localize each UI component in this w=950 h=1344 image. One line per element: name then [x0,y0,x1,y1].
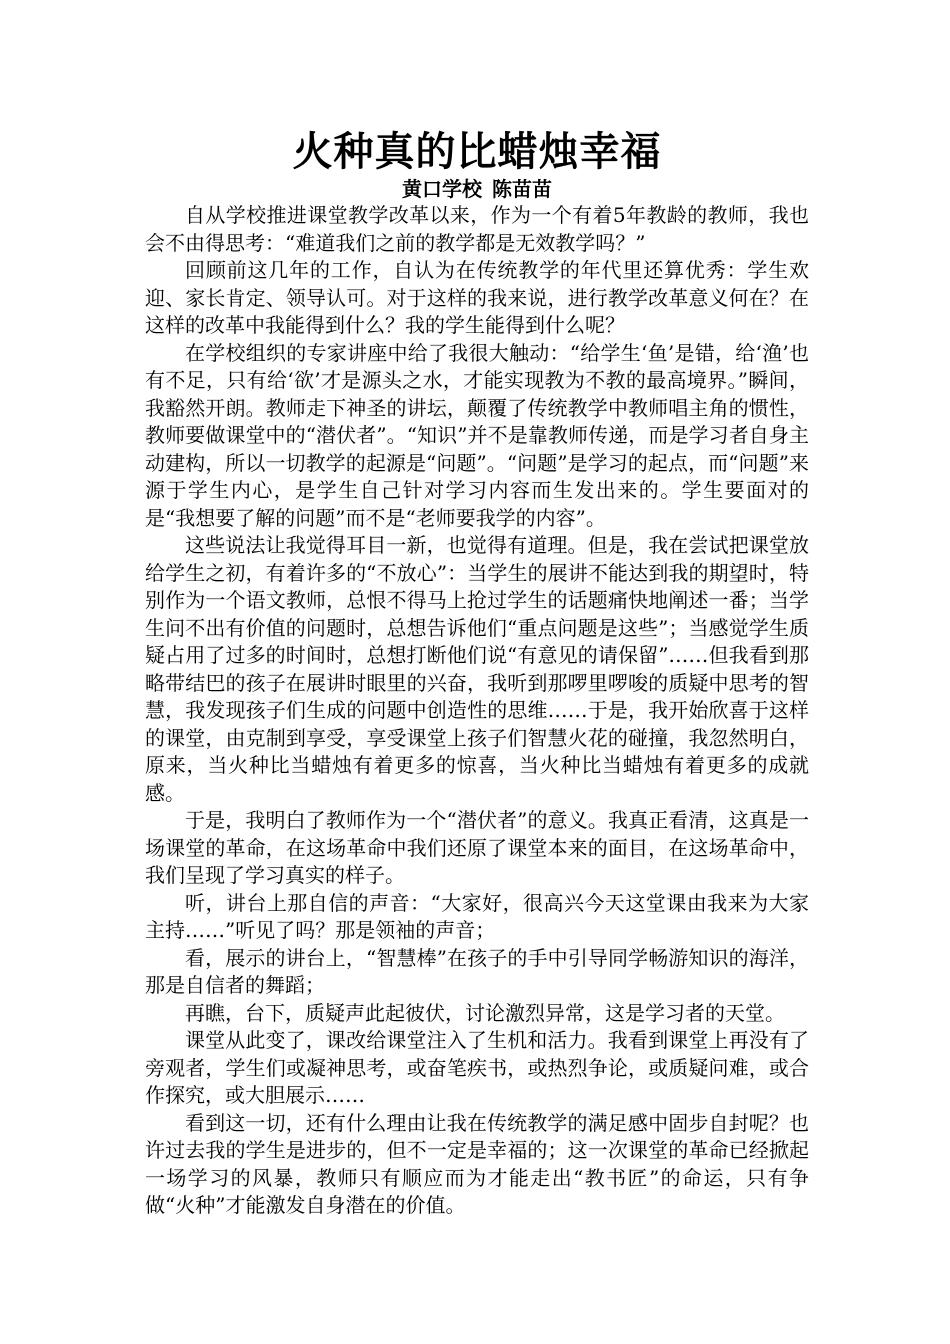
document-page [145,128,809,1220]
byline-author: 陈苗苗 [492,177,552,201]
paragraph: 这些说法让我觉得耳目一新，也觉得有道理。但是，我在尝试把课堂放给学生之初，有着许多的“不放心”：当学生的展讲不能达到我的期望时，特别作为一个语文教师，总恨不得马上抢过学生的话题痛快地阐述一番；当学生问不出有价值的问题时，总想告诉他们“重点问题是这些”；当感觉学生质疑占用了过多的时间时，总想打断他们说“有意见的请保留”……但我看到那略带结巴的孩子在展讲时眼里的兴奋，我听到那啰里啰唆的质疑中思考的智慧，我发现孩子们生成的问题中创造性的思维……于是，我开始欣喜于这样的课堂，由克制到享受，享受课堂上孩子们智慧火花的碰撞，我忽然明白，原来，当火种比当蜡烛有着更多的惊喜，当火种比当蜡烛有着更多的成就感。 [145,533,809,805]
paragraph: 听，讲台上那自信的声音：“大家好，很高兴今天这堂课由我来为大家主持……”听见了吗？那是领袖的声音； [145,890,809,942]
paragraph: 看，展示的讲台上，“智慧棒”在孩子的手中引导同学畅游知识的海洋，那是自信者的舞蹈； [145,945,809,997]
byline-school: 黄口学校 [402,177,482,201]
byline [145,176,809,202]
paragraph: 自从学校推进课堂教学改革以来，作为一个有着5年教龄的教师，我也会不由得思考：“难道我们之前的教学都是无效教学吗？” [145,203,809,255]
paragraph: 看到这一切，还有什么理由让我在传统教学的满足感中固步自封呢？也许过去我的学生是进步的，但不一定是幸福的；这一次课堂的革命已经掀起一场学习的风暴，教师只有顺应而为才能走出“教书匠”的命运，只有争做“火种”才能激发自身潜在的价值。 [145,1110,809,1217]
paragraph: 课堂从此变了，课改给课堂注入了生机和活力。我看到课堂上再没有了旁观者，学生们或凝神思考，或奋笔疾书，或热烈争论，或质疑问难，或合作探究，或大胆展示…… [145,1028,809,1107]
document-title: 火种真的比蜡烛幸福 [292,128,662,175]
paragraph: 在学校组织的专家讲座中给了我很大触动：“给学生‘鱼’是错，给‘渔’也有不足，只有给‘欲’才是源头之水，才能实现教为不教的最高境界。”瞬间，我豁然开朗。教师走下神圣的讲坛，颠覆了传统教学中教师唱主角的惯性，教师要做课堂中的“潜伏者”。“知识”并不是靠教师传递，而是学习者自身主动建构，所以一切教学的起源是“问题”。“问题”是学习的起点，而“问题”来源于学生内心，是学生自己针对学习内容而生发出来的。学生要面对的是“我想要了解的问题”而不是“老师要我学的内容”。 [145,340,809,530]
paragraph: 于是，我明白了教师作为一个“潜伏者”的意义。我真正看清，这真是一场课堂的革命，在这场革命中我们还原了课堂本来的面目，在这场革命中，我们呈现了学习真实的样子。 [145,808,809,887]
paragraph: 回顾前这几年的工作，自认为在传统教学的年代里还算优秀：学生欢迎、家长肯定、领导认可。对于这样的我来说，进行教学改革意义何在？在这样的改革中我能得到什么？我的学生能得到什么呢？ [145,258,809,337]
paragraph: 再瞧，台下，质疑声此起彼伏，讨论激烈异常，这是学习者的天堂。 [185,1000,785,1025]
